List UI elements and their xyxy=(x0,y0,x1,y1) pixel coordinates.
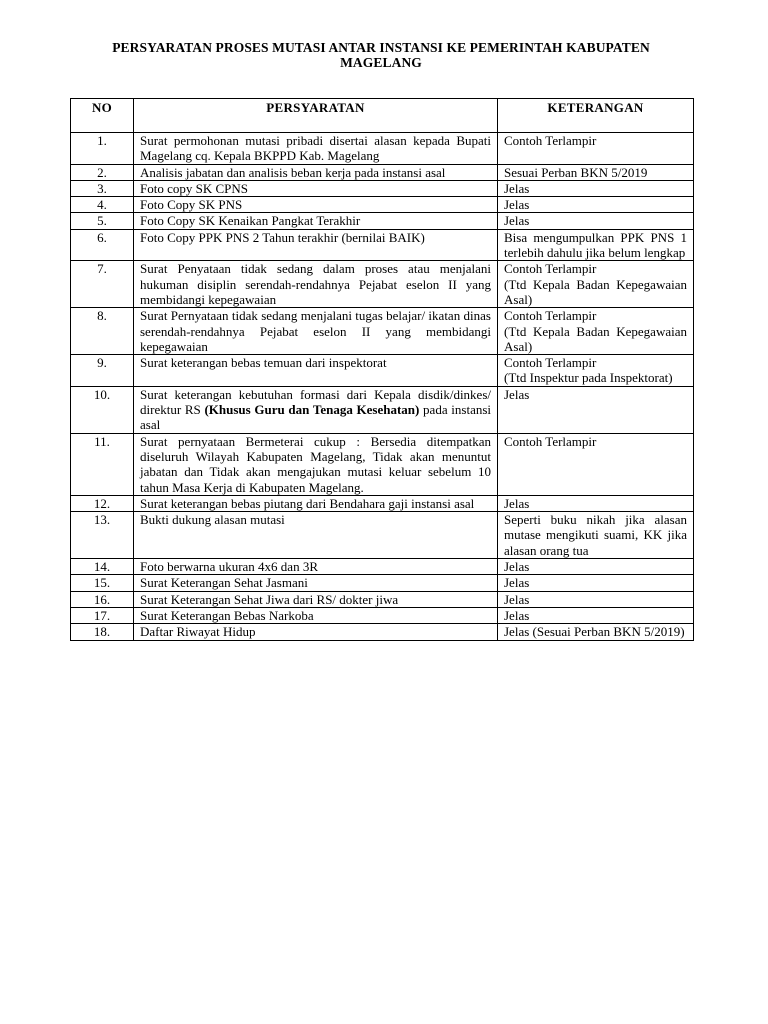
row-requirement: Surat Keterangan Sehat Jasmani xyxy=(134,575,498,591)
title-line-2: MAGELANG xyxy=(340,55,422,70)
row-number: 7. xyxy=(71,261,134,308)
row-requirement xyxy=(134,386,498,433)
row-note: Jelas xyxy=(498,575,694,591)
header-requirement: PERSYARATAN xyxy=(134,99,498,133)
requirement-emphasis: (Khusus Guru dan Tenaga Kesehatan) xyxy=(204,402,420,418)
table-row xyxy=(71,213,694,229)
row-requirement: Foto Copy SK PNS xyxy=(134,197,498,213)
row-note xyxy=(498,261,694,308)
row-number: 12. xyxy=(71,495,134,511)
table-row xyxy=(71,164,694,180)
header-no: NO xyxy=(71,99,134,133)
row-requirement: Surat permohonan mutasi pribadi disertai alasan kepada Bupati Magelang cq. Kepala BKPPD Kab. Magelang xyxy=(134,133,498,165)
table-row xyxy=(71,433,694,495)
table-row xyxy=(71,229,694,261)
row-number: 6. xyxy=(71,229,134,261)
table-row xyxy=(71,512,694,559)
title-line-1: PERSYARATAN PROSES MUTASI ANTAR INSTANSI KE PEMERINTAH KABUPATEN xyxy=(112,40,650,55)
row-note: Bisa mengumpulkan PPK PNS 1 terlebih dahulu jika belum lengkap xyxy=(498,229,694,261)
row-number: 5. xyxy=(71,213,134,229)
row-requirement: Bukti dukung alasan mutasi xyxy=(134,512,498,559)
row-requirement: Daftar Riwayat Hidup xyxy=(134,624,498,640)
row-number: 16. xyxy=(71,591,134,607)
row-note: Jelas xyxy=(498,495,694,511)
table-row xyxy=(71,386,694,433)
row-note: Sesuai Perban BKN 5/2019 xyxy=(498,164,694,180)
row-requirement: Foto berwarna ukuran 4x6 dan 3R xyxy=(134,559,498,575)
row-note: Jelas xyxy=(498,180,694,196)
note-line: Contoh Terlampir xyxy=(504,261,597,277)
row-requirement: Surat Keterangan Sehat Jiwa dari RS/ dokter jiwa xyxy=(134,591,498,607)
row-requirement: Foto copy SK CPNS xyxy=(134,180,498,196)
table-row xyxy=(71,133,694,165)
row-note: Jelas xyxy=(498,197,694,213)
table-row xyxy=(71,355,694,387)
row-note xyxy=(498,308,694,355)
row-number: 8. xyxy=(71,308,134,355)
row-number: 13. xyxy=(71,512,134,559)
row-requirement: Surat Penyataan tidak sedang dalam proses atau menjalani hukuman disiplin serendah-rendahnya Pejabat eselon II yang membidangi kepegawaian xyxy=(134,261,498,308)
row-requirement: Surat keterangan bebas piutang dari Bendahara gaji instansi asal xyxy=(134,495,498,511)
row-note: Seperti buku nikah jika alasan mutase mengikuti suami, KK jika alasan orang tua xyxy=(498,512,694,559)
row-number: 10. xyxy=(71,386,134,433)
table-row xyxy=(71,624,694,640)
row-requirement: Foto Copy SK Kenaikan Pangkat Terakhir xyxy=(134,213,498,229)
row-note: Jelas xyxy=(498,591,694,607)
note-line: Contoh Terlampir xyxy=(504,355,597,371)
row-number: 14. xyxy=(71,559,134,575)
row-requirement: Surat Pernyataan tidak sedang menjalani tugas belajar/ ikatan dinas serendah-rendahnya Pejabat eselon II yang membidangi kepegawaian xyxy=(134,308,498,355)
header-note: KETERANGAN xyxy=(498,99,694,133)
note-line: Contoh Terlampir xyxy=(504,308,597,324)
row-note: Jelas xyxy=(498,213,694,229)
row-number: 1. xyxy=(71,133,134,165)
row-note: Jelas xyxy=(498,559,694,575)
row-requirement: Foto Copy PPK PNS 2 Tahun terakhir (bernilai BAIK) xyxy=(134,229,498,261)
row-requirement: Surat Keterangan Bebas Narkoba xyxy=(134,607,498,623)
row-requirement: Surat pernyataan Bermeterai cukup : Bersedia ditempatkan diseluruh Wilayah Kabupaten Magelang, Tidak akan menuntut jabatan dan Tidak akan mengajukan mutasi keluar sebelum 10 tahun Masa Kerja di Kabupaten Magelang. xyxy=(134,433,498,495)
note-line: (Ttd Kepala Badan Kepegawaian Asal) xyxy=(504,276,687,307)
table-row xyxy=(71,180,694,196)
row-note: Contoh Terlampir xyxy=(498,133,694,165)
table-row xyxy=(71,261,694,308)
row-note xyxy=(498,355,694,387)
table-row xyxy=(71,607,694,623)
row-requirement: Analisis jabatan dan analisis beban kerja pada instansi asal xyxy=(134,164,498,180)
row-requirement: Surat keterangan bebas temuan dari inspektorat xyxy=(134,355,498,387)
requirement-text: pada instansi asal xyxy=(140,402,492,433)
row-number: 3. xyxy=(71,180,134,196)
row-note: Jelas (Sesuai Perban BKN 5/2019) xyxy=(498,624,694,640)
row-number: 2. xyxy=(71,164,134,180)
requirements-table xyxy=(70,98,694,641)
page-title xyxy=(70,40,692,70)
note-line: (Ttd Kepala Badan Kepegawaian Asal) xyxy=(504,323,687,354)
row-number: 4. xyxy=(71,197,134,213)
row-number: 17. xyxy=(71,607,134,623)
note-line: (Ttd Inspektur pada Inspektorat) xyxy=(504,370,673,386)
table-row xyxy=(71,559,694,575)
requirement-text: Surat keterangan kebutuhan formasi dari Kepala disdik/dinkes/ direktur RS xyxy=(140,386,491,418)
row-note: Jelas xyxy=(498,607,694,623)
row-number: 9. xyxy=(71,355,134,387)
row-number: 18. xyxy=(71,624,134,640)
table-header-row xyxy=(71,99,694,133)
table-row xyxy=(71,308,694,355)
row-note: Jelas xyxy=(498,386,694,433)
row-note: Contoh Terlampir xyxy=(498,433,694,495)
table-row xyxy=(71,197,694,213)
table-row xyxy=(71,495,694,511)
row-number: 11. xyxy=(71,433,134,495)
table-row xyxy=(71,575,694,591)
row-number: 15. xyxy=(71,575,134,591)
table-row xyxy=(71,591,694,607)
